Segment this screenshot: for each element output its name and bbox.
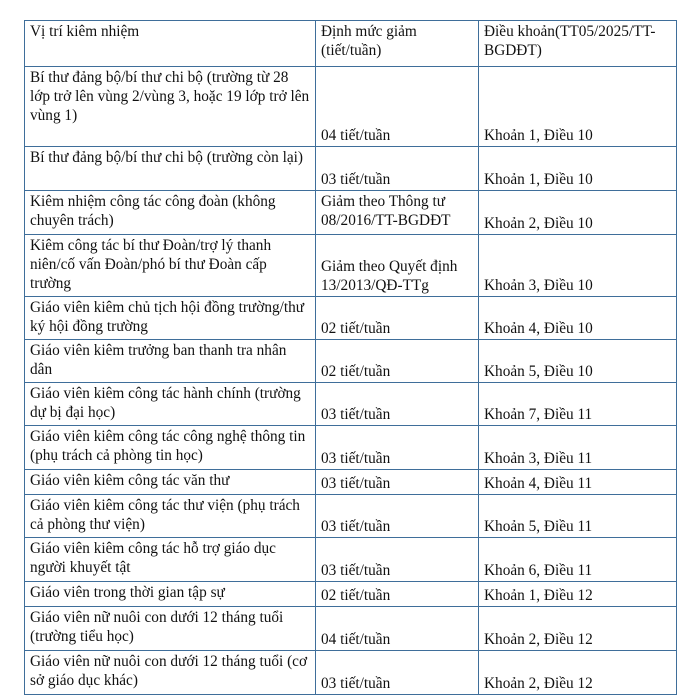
table-row [25, 607, 677, 651]
cell-clause: Khoản 1, Điều 12 [479, 582, 677, 607]
table-header-row [25, 21, 677, 67]
table-row [25, 340, 677, 383]
table-row [25, 582, 677, 607]
cell-reduction: Giảm theo Thông tư 08/2016/TT-BGDĐT [316, 191, 479, 235]
cell-clause: Khoản 7, Điều 11 [479, 383, 677, 426]
cell-position: Kiêm nhiệm công tác công đoàn (không chuyên trách) [25, 191, 316, 235]
table-row [25, 426, 677, 470]
cell-clause: Khoản 2, Điều 10 [479, 191, 677, 235]
cell-clause: Khoản 1, Điều 10 [479, 67, 677, 147]
cell-clause: Khoản 3, Điều 10 [479, 235, 677, 297]
cell-position: Kiêm công tác bí thư Đoàn/trợ lý thanh niên/cố vấn Đoàn/phó bí thư Đoàn cấp trường [25, 235, 316, 297]
cell-reduction: 03 tiết/tuần [316, 495, 479, 538]
cell-reduction: 02 tiết/tuần [316, 582, 479, 607]
cell-clause: Khoản 4, Điều 11 [479, 470, 677, 495]
cell-position: Giáo viên kiêm công tác hỗ trợ giáo dục người khuyết tật [25, 538, 316, 582]
cell-position: Giáo viên kiêm trưởng ban thanh tra nhân dân [25, 340, 316, 383]
cell-position: Giáo viên kiêm công tác văn thư [25, 470, 316, 495]
table-row [25, 235, 677, 297]
reduction-table [24, 20, 677, 695]
cell-reduction: 04 tiết/tuần [316, 67, 479, 147]
cell-position: Bí thư đảng bộ/bí thư chi bộ (trường còn lại) [25, 147, 316, 191]
header-position: Vị trí kiêm nhiệm [25, 21, 316, 67]
cell-reduction: 02 tiết/tuần [316, 340, 479, 383]
table-row [25, 297, 677, 340]
cell-clause: Khoản 1, Điều 10 [479, 147, 677, 191]
header-clause: Điều khoản(TT05/2025/TT-BGDĐT) [479, 21, 677, 67]
cell-position: Giáo viên kiêm công tác thư viện (phụ trách cả phòng thư viện) [25, 495, 316, 538]
cell-clause: Khoản 2, Điều 12 [479, 651, 677, 695]
cell-reduction: 03 tiết/tuần [316, 147, 479, 191]
cell-position: Giáo viên kiêm công tác công nghệ thông tin (phụ trách cả phòng tin học) [25, 426, 316, 470]
cell-reduction: Giảm theo Quyết định 13/2013/QĐ-TTg [316, 235, 479, 297]
header-reduction: Định mức giảm (tiết/tuần) [316, 21, 479, 67]
table-row [25, 147, 677, 191]
cell-position: Giáo viên kiêm chủ tịch hội đồng trường/thư ký hội đồng trường [25, 297, 316, 340]
table-row [25, 651, 677, 695]
table-row [25, 191, 677, 235]
document-page [24, 20, 676, 695]
cell-clause: Khoản 2, Điều 12 [479, 607, 677, 651]
cell-reduction: 03 tiết/tuần [316, 538, 479, 582]
table-row [25, 538, 677, 582]
cell-reduction: 03 tiết/tuần [316, 651, 479, 695]
table-row [25, 383, 677, 426]
cell-position: Giáo viên nữ nuôi con dưới 12 tháng tuổi (cơ sở giáo dục khác) [25, 651, 316, 695]
cell-reduction: 02 tiết/tuần [316, 297, 479, 340]
table-row [25, 67, 677, 147]
cell-reduction: 03 tiết/tuần [316, 383, 479, 426]
table-row [25, 495, 677, 538]
cell-clause: Khoản 5, Điều 10 [479, 340, 677, 383]
cell-reduction: 03 tiết/tuần [316, 470, 479, 495]
cell-clause: Khoản 5, Điều 11 [479, 495, 677, 538]
cell-position: Bí thư đảng bộ/bí thư chi bộ (trường từ 28 lớp trở lên vùng 2/vùng 3, hoặc 19 lớp trở lên vùng 1) [25, 67, 316, 147]
cell-clause: Khoản 4, Điều 10 [479, 297, 677, 340]
cell-reduction: 04 tiết/tuần [316, 607, 479, 651]
cell-reduction: 03 tiết/tuần [316, 426, 479, 470]
cell-clause: Khoản 6, Điều 11 [479, 538, 677, 582]
cell-clause: Khoản 3, Điều 11 [479, 426, 677, 470]
cell-position: Giáo viên trong thời gian tập sự [25, 582, 316, 607]
cell-position: Giáo viên kiêm công tác hành chính (trường dự bị đại học) [25, 383, 316, 426]
table-row [25, 470, 677, 495]
cell-position: Giáo viên nữ nuôi con dưới 12 tháng tuổi (trường tiểu học) [25, 607, 316, 651]
